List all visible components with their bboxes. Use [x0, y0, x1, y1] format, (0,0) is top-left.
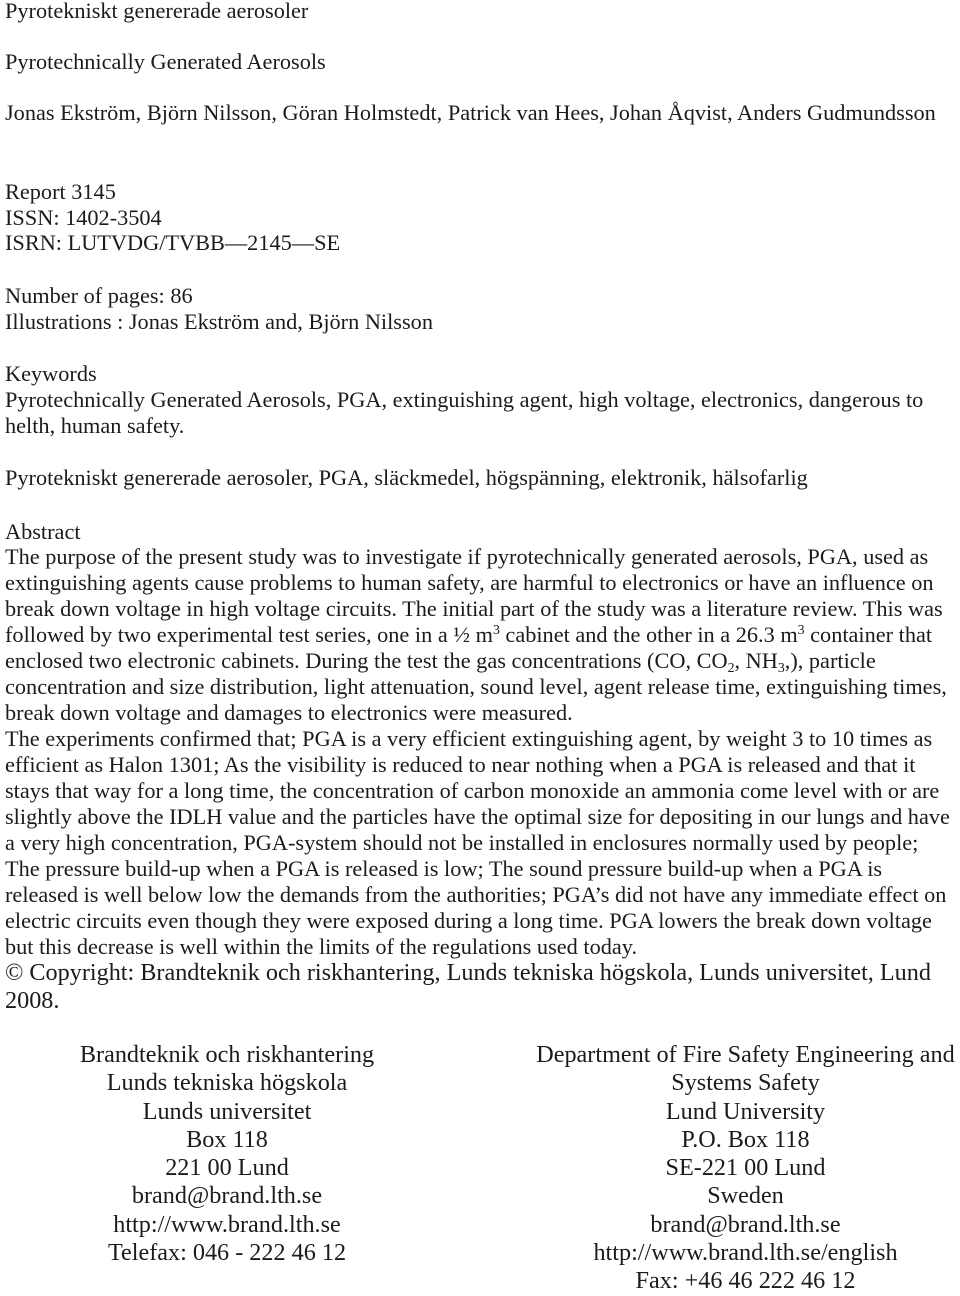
website-url: http://www.brand.lth.se: [113, 1210, 341, 1238]
page-count: Number of pages: 86: [5, 283, 193, 308]
issn: ISSN: 1402-3504: [5, 204, 162, 230]
text-segment: cabinet and the other in a 26.3 m: [499, 622, 798, 647]
abstract-line: The pressure build-up when a PGA is released is low; The sound pressure build-up when a PGA is: [5, 856, 883, 881]
report-identifiers: [5, 179, 340, 256]
abstract-line: slightly above the IDLH value and the particles have the optimal size for depositing in our lungs and have: [5, 804, 950, 829]
address-line: Lunds tekniska högskola: [106, 1069, 348, 1097]
fax-number: Telefax: 046 - 222 46 12: [107, 1239, 347, 1267]
report-title-english: Pyrotechnically Generated Aerosols: [5, 49, 326, 74]
text-segment: enclosed two electronic cabinets. During the test the gas concentrations (CO, CO: [5, 648, 728, 673]
fax-number: Fax: +46 46 222 46 12: [635, 1267, 856, 1295]
abstract-line: concentration and size distribution, light attenuation, sound level, agent release time, extinguishing times,: [5, 674, 947, 699]
report-details: [5, 283, 433, 335]
text-segment: container that: [804, 622, 933, 647]
copyright-line: 2008.: [5, 987, 60, 1014]
abstract-line: [5, 648, 950, 674]
abstract-line: break down voltage in high voltage circuits. The initial part of the study was a literature review. This was: [5, 596, 943, 621]
copyright-line: © Copyright: Brandteknik och riskhantering, Lunds tekniska högskola, Lunds universitet, Lund: [5, 959, 931, 986]
abstract-line: electric circuits even though they were exposed during a long time. PGA lowers the break down voltage: [5, 908, 932, 933]
address-line: Sweden: [707, 1182, 784, 1210]
keywords-section: [5, 361, 923, 439]
author-list: Jonas Ekström, Björn Nilsson, Göran Holmstedt, Patrick van Hees, Johan Åqvist, Anders Gudmundsson: [5, 100, 936, 125]
address-line: Systems Safety: [671, 1069, 820, 1097]
abstract-line: The experiments confirmed that; PGA is a very efficient extinguishing agent, by weight 3 to 10 times as: [5, 726, 933, 751]
keywords-swedish: Pyrotekniskt genererade aerosoler, PGA, släckmedel, högspänning, elektronik, hälsofarlig: [5, 465, 808, 490]
abstract-line: efficient as Halon 1301; As the visibility is reduced to near nothing when a PGA is released and that it: [5, 752, 916, 777]
address-line: Lund University: [665, 1097, 826, 1125]
superscript: 3: [492, 622, 500, 638]
text-segment: ,), particle: [784, 648, 876, 673]
subscript: 3: [777, 659, 785, 675]
address-line: SE-221 00 Lund: [665, 1154, 826, 1182]
text-segment: followed by two experimental test series, one in a ½ m: [5, 622, 493, 647]
abstract-line: [5, 622, 950, 648]
abstract-line: The purpose of the present study was to investigate if pyrotechnically generated aerosols, PGA, used as: [5, 544, 929, 569]
subscript: 2: [727, 659, 735, 675]
abstract-line: extinguishing agents cause problems to human safety, are harmful to electronics or have an influence on: [5, 570, 934, 595]
email-address: brand@brand.lth.se: [650, 1210, 841, 1238]
address-line: Lunds universitet: [142, 1097, 312, 1125]
abstract-heading: Abstract: [5, 519, 81, 544]
address-line: Department of Fire Safety Engineering and: [536, 1041, 955, 1068]
address-line: P.O. Box 118: [681, 1125, 810, 1153]
abstract-line: break down voltage and damages to electronics were measured.: [5, 700, 573, 725]
abstract-line: but this decrease is well within the limits of the regulations used today.: [5, 934, 638, 959]
address-line: 221 00 Lund: [165, 1154, 289, 1182]
address-block-english: [531, 1041, 960, 1296]
report-number: Report 3145: [5, 179, 116, 204]
website-url: http://www.brand.lth.se/english: [593, 1239, 898, 1267]
report-title-swedish: Pyrotekniskt genererade aerosoler: [5, 0, 309, 23]
superscript: 3: [797, 622, 805, 638]
illustrations-credit: Illustrations : Jonas Ekström and, Björn Nilsson: [5, 309, 433, 334]
copyright-notice: [5, 959, 931, 1015]
keywords-english-line: helth, human safety.: [5, 413, 185, 438]
keywords-heading: Keywords: [5, 361, 97, 386]
abstract-body: [5, 544, 950, 960]
abstract-line: stays that way for a long time, the concentration of carbon monoxide an ammonia come level with or are: [5, 778, 940, 803]
isrn: ISRN: LUTVDG/TVBB—2145—SE: [5, 230, 341, 255]
address-line: Box 118: [186, 1125, 268, 1153]
address-line: Brandteknik och riskhantering: [79, 1041, 375, 1068]
address-block-swedish: [0, 1041, 454, 1267]
text-segment: , NH: [734, 648, 778, 673]
keywords-english-line: Pyrotechnically Generated Aerosols, PGA, extinguishing agent, high voltage, electronics, dangerous to: [5, 387, 924, 412]
abstract-line: a very high concentration, PGA-system should not be installed in enclosures normally used by people;: [5, 830, 919, 855]
email-address: brand@brand.lth.se: [131, 1182, 323, 1210]
abstract-line: released is well below low the demands from the authorities; PGA’s did not have any immediate effect on: [5, 882, 947, 907]
